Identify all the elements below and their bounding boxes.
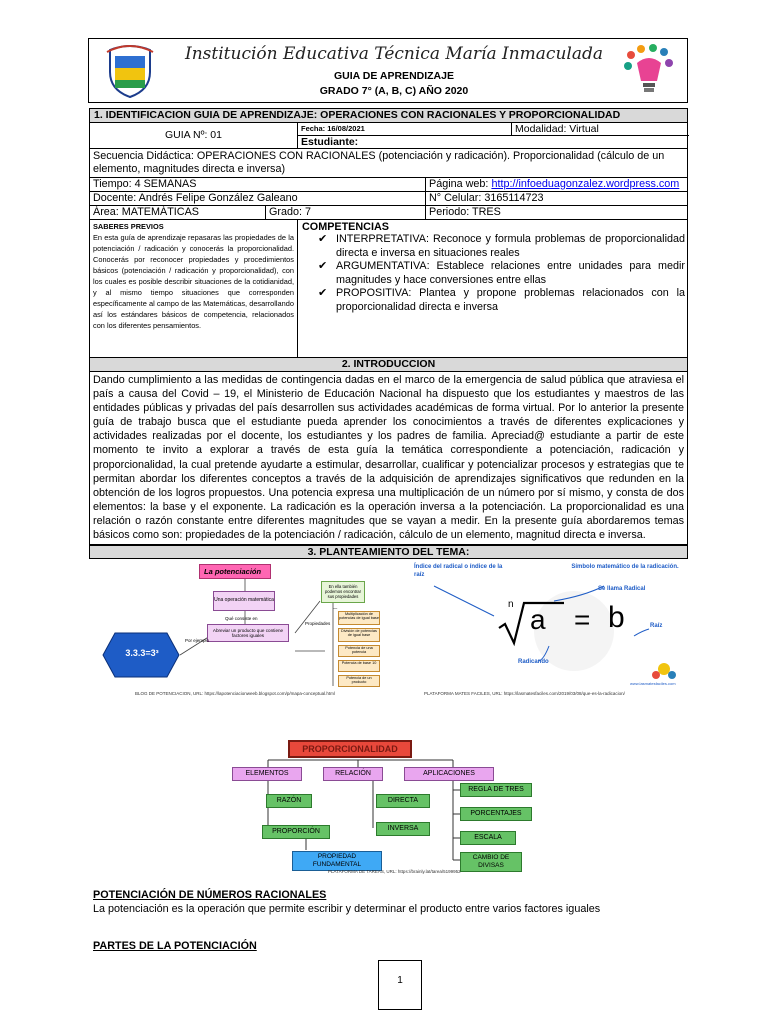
- guia-number: GUIA Nº: 01: [90, 123, 298, 148]
- section3-title-bar: [89, 545, 688, 559]
- abreviar-box: Abreviar un producto que contiene factores iguales: [207, 624, 289, 642]
- potenciacion-subtitle: POTENCIACIÓN DE NÚMEROS RACIONALES: [93, 889, 327, 901]
- root-b: b: [608, 601, 625, 634]
- competencia-item: [302, 260, 685, 287]
- potenciacion-concept-map: [95, 561, 401, 702]
- competencias: [298, 220, 689, 357]
- page-header: [88, 38, 688, 103]
- propiedad-box: Potencia de base 10: [338, 660, 380, 672]
- check-icon: ✔: [318, 233, 328, 245]
- grado: Grado: 7: [266, 206, 426, 219]
- guide-title: GUIA DE APRENDIZAJE: [334, 70, 454, 82]
- indice-label: Índice del radical o índice de la raíz: [414, 564, 503, 578]
- label-por-ejemplo: Por ejemplo: [185, 638, 210, 643]
- modalidad: Modalidad: Virtual: [512, 123, 689, 136]
- estudiante-label: Estudiante:: [301, 136, 359, 148]
- regla-de-tres-box: REGLA DE TRES: [460, 783, 532, 797]
- se-llama-label: Se llama Radical: [598, 586, 646, 592]
- raiz-label: Raíz: [650, 623, 663, 629]
- saberes-previos: [90, 220, 298, 357]
- section2-title-bar: [89, 358, 688, 372]
- saberes-title: SABERES PREVIOS: [93, 222, 164, 231]
- simbolo-label: Símbolo matemático de la radicación.: [571, 564, 679, 570]
- row-saberes-competencias: [89, 220, 688, 358]
- label-propiedades: Propiedades: [305, 621, 331, 626]
- inversa-box: INVERSA: [376, 822, 430, 836]
- example-hexagon-text: 3.3.3=3³: [125, 648, 159, 658]
- secuencia-row: [89, 149, 688, 178]
- potenciacion-title-box: La potenciación: [199, 564, 271, 579]
- lightbulb-people-logo: [619, 41, 679, 101]
- page-number: 1: [378, 960, 422, 1010]
- fig2-caption: PLATAFORMA MATES FACILES, URL: https://lasmatesfaciles.com/2019/03/08/que-es-la-radicacion/: [424, 691, 625, 696]
- tiempo: Tiempo: 4 SEMANAS: [90, 178, 426, 191]
- check-icon: ✔: [318, 260, 328, 272]
- propiedad-fundamental-box: PROPIEDAD FUNDAMENTAL: [292, 851, 382, 871]
- section1-title: 1. IDENTIFICACION GUIA DE APRENDIZAJE: OPERACIONES CON RACIONALES Y PROPORCIONALIDAD: [94, 109, 621, 121]
- index-n: n: [508, 599, 514, 610]
- school-crest-logo: [105, 42, 155, 98]
- elementos-box: ELEMENTOS: [232, 767, 302, 781]
- propiedad-box: Multiplicación de potencias de igual base: [338, 611, 380, 625]
- pagina-label: Página web:: [429, 178, 492, 190]
- relacion-box: RELACIÓN: [323, 767, 383, 781]
- directa-box: DIRECTA: [376, 794, 430, 808]
- operacion-box: Una operación matemática: [213, 591, 275, 611]
- fig1-caption: BLOG DE POTENCIACION, URL: https://lapotenciacionweeb.blogspot.com/p/mapa-conceptual.html: [135, 691, 335, 696]
- fecha: Fecha: 16/08/2021: [298, 123, 512, 136]
- radicacion-diagram: [404, 561, 686, 702]
- propiedad-box: Potencia de un producto: [338, 675, 380, 687]
- section2-title: 2. INTRODUCCION: [341, 358, 436, 370]
- aplicaciones-box: APLICACIONES: [404, 767, 494, 781]
- competencia-item: [302, 287, 685, 314]
- propiedad-box: División de potencias de igual base: [338, 628, 380, 642]
- introduccion-text: Dando cumplimiento a las medidas de contingencia dadas en el marco de la emergencia de salud pública que atraviesa el país a causa del Covid – 19, el Ministerio de Educación Nacional ha dispuesto que los estudiantes y maestros de las entidades públicas y privadas del país desarrollen sus actividades académicas de forma virtual. Por lo anterior la presente guía de trabajo busca que el estudiante pueda aprender los conocimientos a través de diferentes explicaciones y actividades realizadas por el docente, los estudiantes y los padres de familia. Apreciad@ estudiante a partir de este momento te invito a explorar a través de esta guía la temática correspondiente a potenciación, radicación y proporcionalidad, la cual pretende ayudarte a estimular, desarrollar, cualificar y potencializar procesos y estrategias que te permitan abordar los diferentes conceptos a través de la adquisición de aprendizajes significativos que redunden en la obtención de los logros propuestos. Una potencia expresa una multiplicación de un número por sí mismo, y consta de dos elementos: la base y el exponente. La radicación es la operación inversa a la potenciación. La proporcionalidad es una relación o razón constante entre diferentes magnitudes que se vayan a medir. En la presente guía abordaremos temas básicos como son: propiedades de la potenciación / radicación, cálculo de un elemento, magnitud directa e inversa.: [93, 374, 684, 542]
- fig3-caption: PLATAFORMA DE TAREAS, URL: https://brainly.lat/tarea/5199952: [328, 869, 461, 874]
- periodo: Periodo: TRES: [429, 206, 501, 218]
- proporcionalidad-title: PROPORCIONALIDAD: [288, 740, 412, 758]
- celular: N° Celular: 3165114723: [429, 192, 544, 204]
- competencia-item: [302, 233, 685, 260]
- equals-sign: =: [574, 604, 591, 635]
- que-son-label: —: [333, 606, 338, 611]
- proporcion-box: PROPORCIÓN: [262, 825, 330, 839]
- section1-title-bar: [89, 108, 688, 123]
- pagina-link[interactable]: http://infoeduagonzalez.wordpress.com: [491, 178, 680, 190]
- grade-line: GRADO 7° (A, B, C) AÑO 2020: [319, 85, 469, 97]
- competencias-title: COMPETENCIAS: [302, 221, 389, 233]
- cambio-divisas-box: CAMBIO DE DIVISAS: [460, 852, 522, 872]
- competencia-text: PROPOSITIVA: Plantea y propone problemas relacionados con la proporcionalidad directa e inversa: [336, 287, 685, 313]
- proporcionalidad-concept-map: [228, 738, 538, 876]
- saberes-text: En esta guía de aprendizaje repasaras las propiedades de la potenciación / radicación y conocerás la proporcionalidad. Conocerás por reconocer propiedades y procedimientos básicos (potenciación / radicación y proporcionalidad), con los cuales es posible describir situaciones de la cotidianidad, y al mismo tiempo situaciones que corresponden específicamente al campo de las Matemáticas, desarrollando así los estándares básicos de competencia, relacionados con los diferentes pensamientos.: [93, 233, 294, 330]
- potenciacion-definition: La potenciación es la operación que permite escribir y determinar el producto entre varios factores iguales: [93, 903, 601, 915]
- escala-box: ESCALA: [460, 831, 516, 845]
- competencia-text: INTERPRETATIVA: Reconoce y formula problemas de proporcionalidad directa e inversa en situaciones reales: [336, 233, 685, 259]
- row-tiempo: [89, 178, 688, 192]
- section3-title: 3. PLANTEAMIENTO DEL TEMA:: [307, 546, 470, 558]
- row-guia: [89, 123, 688, 149]
- propiedades-box: En ella también podemos encontrar sus propiedades: [321, 581, 365, 603]
- label-que-consiste: Qué consiste en: [225, 616, 258, 621]
- competencia-text: ARGUMENTATIVA: Establece relaciones entre unidades para medir magnitudes y hace conversiones entre ellas: [336, 260, 685, 286]
- partes-subtitle: PARTES DE LA POTENCIACIÓN: [93, 940, 257, 952]
- docente: Docente: Andrés Felipe González Galeano: [90, 192, 426, 205]
- radicando-label: Radicando: [518, 659, 549, 665]
- institution-name: Institución Educativa Técnica María Inmaculada: [185, 44, 603, 64]
- porcentajes-box: PORCENTAJES: [460, 807, 532, 821]
- row-area: [89, 206, 688, 220]
- pagina-web: [426, 178, 689, 191]
- area: Área: MATEMÁTICAS: [90, 206, 266, 219]
- check-icon: ✔: [318, 287, 328, 299]
- secuencia-text: Secuencia Didáctica: OPERACIONES CON RACIONALES (potenciación y radicación). Proporcionalidad (cálculo de un elemento, magnitudes directa e inversa): [93, 150, 665, 175]
- row-docente: [89, 192, 688, 206]
- razon-box: RAZÓN: [266, 794, 312, 808]
- propiedad-box: Potencia de una potencia: [338, 645, 380, 657]
- site-label: www.lasmatesfaciles.com: [630, 681, 676, 686]
- radicand-a: a: [530, 604, 546, 635]
